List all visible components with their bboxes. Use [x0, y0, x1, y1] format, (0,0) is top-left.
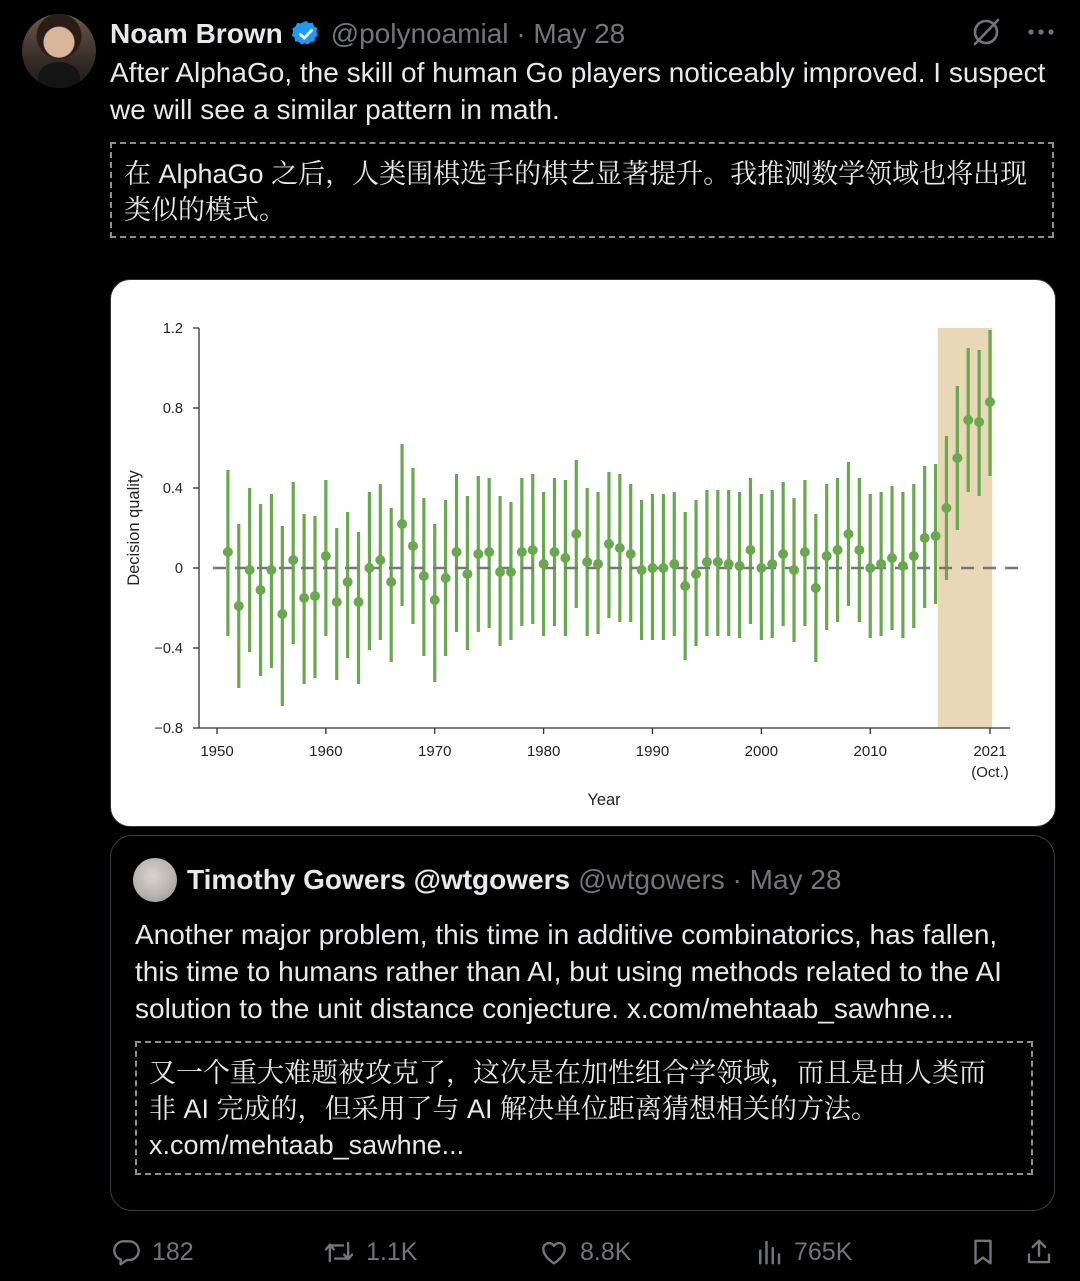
data-point — [876, 559, 886, 569]
data-point — [843, 529, 853, 539]
data-point — [582, 557, 592, 567]
data-point — [408, 541, 418, 551]
data-point — [865, 563, 875, 573]
verified-badge-icon — [291, 19, 321, 49]
data-point — [974, 417, 984, 427]
chart-image[interactable] — [110, 279, 1056, 827]
data-point — [550, 547, 560, 557]
x-tick-label: 1960 — [309, 743, 343, 760]
quoted-author-avatar[interactable] — [133, 858, 177, 902]
data-point — [637, 565, 647, 575]
data-point — [321, 551, 331, 561]
data-point — [985, 397, 995, 407]
y-tick-label: 0.8 — [162, 401, 183, 417]
data-point — [560, 553, 570, 563]
quoted-tweet-text: Another major problem, this time in additive combinatorics, has fallen, this time to humans rather than AI, but using methods related to the AI solution to the unit distance conjecture. x.com/mehtaab_sawhne... — [135, 919, 1002, 1024]
data-point — [811, 583, 821, 593]
data-point — [691, 569, 701, 579]
data-point — [909, 551, 919, 561]
views-icon — [754, 1236, 784, 1268]
data-point — [452, 547, 462, 557]
like-count: 8.8K — [580, 1237, 632, 1266]
data-point — [931, 531, 941, 541]
views-count: 765K — [794, 1237, 853, 1266]
reply-count: 182 — [152, 1237, 194, 1266]
author-handle[interactable]: @polynoamial · May 28 — [330, 18, 626, 49]
data-point — [245, 565, 255, 575]
x-axis-label: Year — [587, 791, 621, 809]
data-point — [898, 561, 908, 571]
grok-icon[interactable] — [970, 16, 1002, 48]
data-point — [430, 595, 440, 605]
quoted-tweet-translation — [135, 1041, 1033, 1175]
data-point — [256, 585, 266, 595]
data-point — [495, 567, 505, 577]
quoted-translation-link[interactable]: x.com/mehtaab_sawhne... — [149, 1130, 465, 1160]
data-point — [419, 571, 429, 581]
data-point — [528, 545, 538, 555]
data-point — [299, 593, 309, 603]
retweet-button[interactable] — [322, 1236, 417, 1268]
data-point — [539, 559, 549, 569]
data-point — [571, 529, 581, 539]
data-point — [680, 581, 690, 591]
data-point — [462, 569, 472, 579]
x-tick-sublabel: (Oct.) — [971, 764, 1009, 781]
data-point — [234, 601, 244, 611]
data-point — [756, 563, 766, 573]
retweet-icon — [322, 1236, 356, 1268]
data-point — [332, 597, 342, 607]
reply-button[interactable] — [110, 1236, 194, 1268]
data-point — [375, 555, 385, 565]
data-point — [484, 547, 494, 557]
quoted-author-handle[interactable]: @wtgowers · May 28 — [578, 864, 842, 895]
y-axis-label: Decision quality — [125, 470, 143, 586]
data-point — [441, 573, 451, 583]
data-point — [920, 533, 930, 543]
y-tick-label: 1.2 — [162, 321, 183, 337]
data-point — [647, 563, 657, 573]
data-point — [745, 545, 755, 555]
quoted-translation-line: 非 AI 完成的，但采用了与 AI 解决单位距离猜想相关的方法。 — [149, 1094, 879, 1124]
y-tick-label: 0 — [174, 561, 183, 577]
decision-quality-chart — [111, 280, 1055, 826]
data-point — [615, 543, 625, 553]
data-point — [473, 549, 483, 559]
share-icon[interactable] — [1024, 1236, 1054, 1268]
data-point — [767, 559, 777, 569]
tweet-header — [110, 14, 625, 54]
data-point — [669, 559, 679, 569]
x-tick-label: 2010 — [853, 743, 887, 760]
like-icon — [538, 1236, 570, 1268]
bookmark-icon[interactable] — [968, 1236, 998, 1268]
data-point — [354, 597, 364, 607]
data-point — [800, 547, 810, 557]
like-button[interactable] — [538, 1236, 631, 1268]
data-point — [952, 453, 962, 463]
data-point — [854, 545, 864, 555]
x-tick-label: 1990 — [635, 743, 670, 760]
data-point — [789, 565, 799, 575]
x-tick-label: 1970 — [418, 743, 452, 760]
x-tick-label: 2021 — [973, 743, 1007, 760]
tweet-translation: 在 AlphaGo 之后，人类围棋选手的棋艺显著提升。我推测数学领域也将出现类似的模式。 — [110, 142, 1054, 238]
data-point — [364, 563, 374, 573]
data-point — [822, 551, 832, 561]
data-point — [223, 547, 233, 557]
data-point — [310, 591, 320, 601]
data-point — [713, 557, 723, 567]
views-button[interactable] — [754, 1236, 852, 1268]
author-name[interactable]: Noam Brown — [110, 18, 283, 49]
data-point — [593, 559, 603, 569]
data-point — [343, 577, 353, 587]
data-point — [277, 609, 287, 619]
y-tick-label: −0.8 — [154, 721, 183, 737]
data-point — [604, 539, 614, 549]
retweet-count: 1.1K — [366, 1237, 418, 1266]
data-point — [778, 549, 788, 559]
data-point — [626, 549, 636, 559]
x-tick-label: 1950 — [200, 743, 234, 760]
more-options-icon[interactable] — [1026, 17, 1056, 47]
author-avatar[interactable] — [22, 14, 96, 88]
data-point — [735, 561, 745, 571]
data-point — [658, 563, 668, 573]
data-point — [833, 545, 843, 555]
data-point — [702, 557, 712, 567]
quoted-author-name[interactable]: Timothy Gowers @wtgowers — [187, 864, 571, 895]
data-point — [506, 567, 516, 577]
data-point — [397, 519, 407, 529]
tweet-text: After AlphaGo, the skill of human Go players noticeably improved. I suspect we will see a similar pattern in math. — [110, 57, 1046, 125]
data-point — [941, 503, 951, 513]
reply-icon — [110, 1236, 142, 1268]
data-point — [963, 415, 973, 425]
data-point — [288, 555, 298, 565]
data-point — [386, 577, 396, 587]
data-point — [887, 553, 897, 563]
data-point — [266, 565, 276, 575]
tweet-actions — [110, 1230, 1060, 1278]
quoted-translation-line: 又一个重大难题被攻克了，这次是在加性组合学领域，而且是由人类而 — [149, 1058, 986, 1088]
y-tick-label: −0.4 — [154, 641, 183, 657]
data-point — [517, 547, 527, 557]
x-tick-label: 2000 — [744, 743, 779, 760]
y-tick-label: 0.4 — [162, 481, 183, 497]
x-tick-label: 1980 — [526, 743, 561, 760]
data-point — [724, 559, 734, 569]
quoted-tweet-header — [187, 860, 841, 900]
tweet-date: May 28 — [533, 18, 626, 49]
quoted-tweet[interactable] — [110, 835, 1055, 1211]
tweet-top-actions — [970, 16, 1056, 48]
quoted-tweet-date: May 28 — [749, 864, 842, 895]
